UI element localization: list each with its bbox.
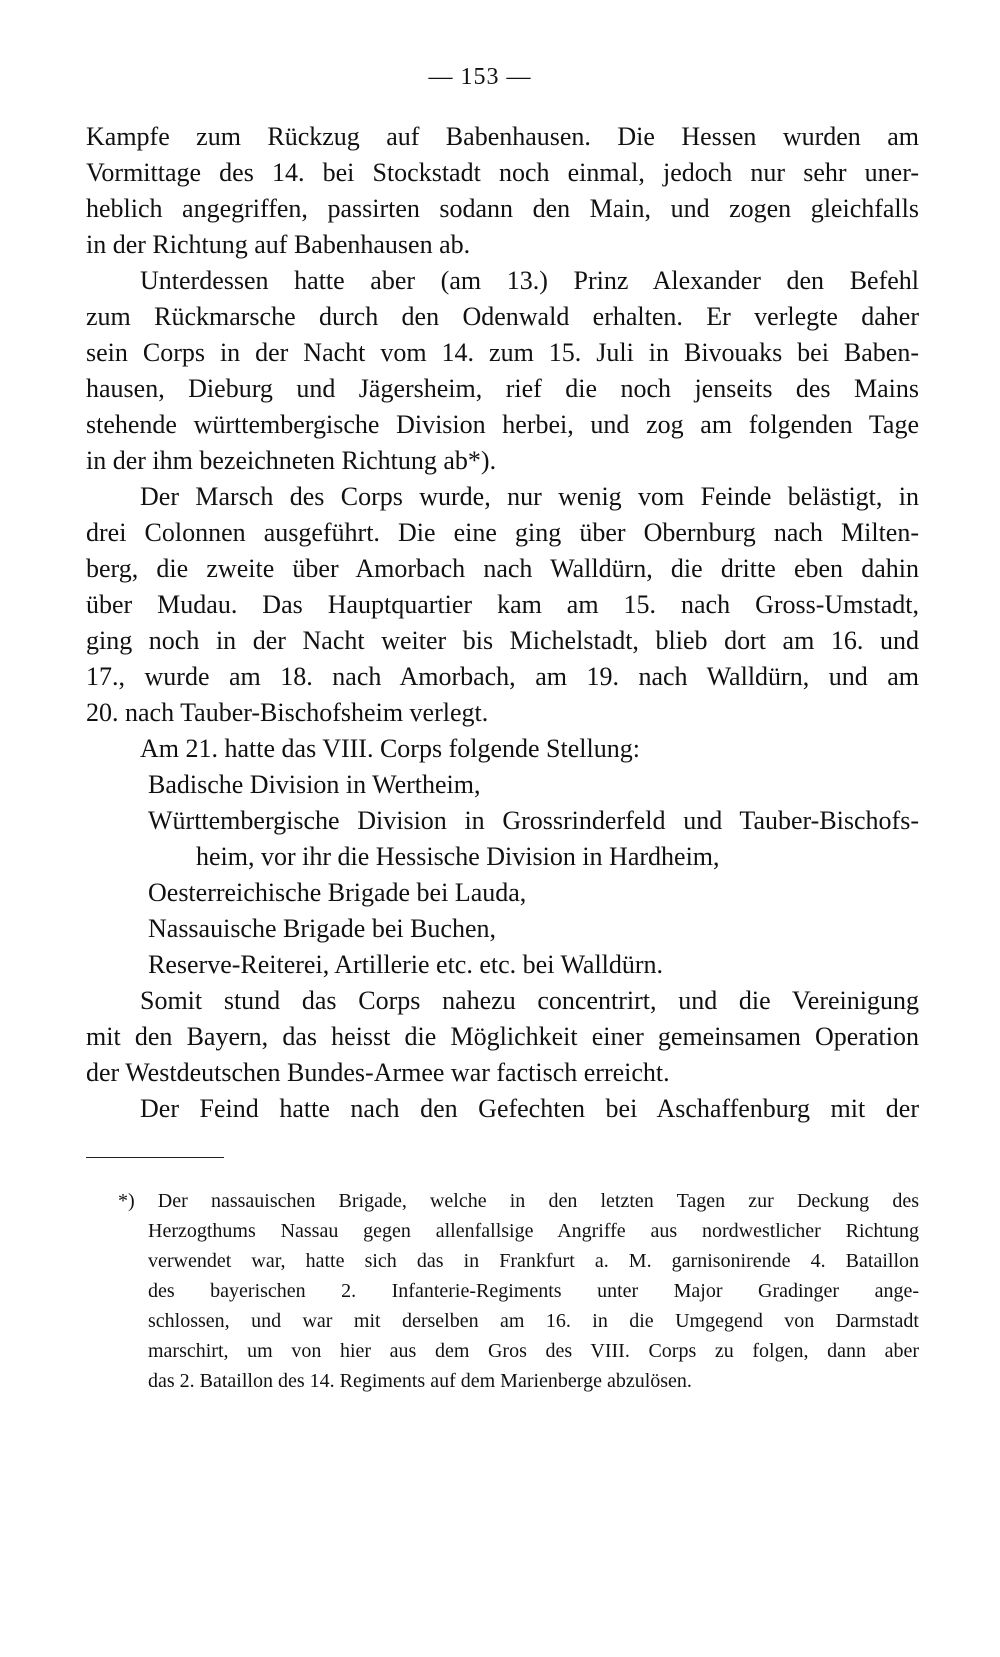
- footnote-line: *) Der nassauischen Brigade, welche in den letzten Tagen zur Deckung des: [118, 1190, 919, 1212]
- list-item: Oesterreichische Brigade bei Lauda,: [148, 878, 527, 907]
- text-line: drei Colonnen ausgeführt. Die eine ging über Obernburg nach Milten-: [86, 518, 919, 547]
- text-line: zum Rückmarsche durch den Odenwald erhalten. Er verlegte daher: [86, 302, 919, 331]
- footnote-line: verwendet war, hatte sich das in Frankfurt a. M. garnisonirende 4. Bataillon: [148, 1250, 919, 1272]
- text-line: Somit stund das Corps nahezu concentrirt, und die Vereinigung: [140, 986, 919, 1015]
- text-line: 20. nach Tauber-Bischofsheim verlegt.: [86, 698, 489, 727]
- text-line: Vormittage des 14. bei Stockstadt noch einmal, jedoch nur sehr uner-: [86, 158, 919, 187]
- text-line: 17., wurde am 18. nach Amorbach, am 19. nach Walldürn, und am: [86, 662, 919, 691]
- footnote-line: des bayerischen 2. Infanterie-Regiments unter Major Gradinger ange-: [148, 1280, 919, 1302]
- text-line: über Mudau. Das Hauptquartier kam am 15. nach Gross-Umstadt,: [86, 590, 919, 619]
- footnote-rule: [86, 1157, 224, 1158]
- text-line: Kampfe zum Rückzug auf Babenhausen. Die Hessen wurden am: [86, 122, 919, 151]
- list-item-continuation: heim, vor ihr die Hessische Division in Hardheim,: [196, 842, 720, 871]
- text-line: Der Feind hatte nach den Gefechten bei Aschaffenburg mit der: [140, 1094, 919, 1123]
- text-line: hausen, Dieburg und Jägersheim, rief die noch jenseits des Mains: [86, 374, 919, 403]
- text-line: in der ihm bezeichneten Richtung ab*).: [86, 446, 497, 475]
- list-item: Württembergische Division in Grossrinderfeld und Tauber-Bischofs-: [148, 806, 919, 835]
- text-line: mit den Bayern, das heisst die Möglichkeit einer gemeinsamen Operation: [86, 1022, 919, 1051]
- text-line: heblich angegriffen, passirten sodann den Main, und zogen gleichfalls: [86, 194, 919, 223]
- list-item: Badische Division in Wertheim,: [148, 770, 481, 799]
- footnote-line: das 2. Bataillon des 14. Regiments auf dem Marienberge abzulösen.: [148, 1370, 692, 1392]
- text-line: Am 21. hatte das VIII. Corps folgende Stellung:: [140, 734, 640, 763]
- text-line: ging noch in der Nacht weiter bis Michelstadt, blieb dort am 16. und: [86, 626, 919, 655]
- page-number: — 153 —: [428, 64, 532, 90]
- list-item: Reserve-Reiterei, Artillerie etc. etc. bei Walldürn.: [148, 950, 664, 979]
- text-line: der Westdeutschen Bundes-Armee war factisch erreicht.: [86, 1058, 670, 1087]
- footnote-line: Herzogthums Nassau gegen allenfallsige Angriffe aus nordwestlicher Richtung: [148, 1220, 919, 1242]
- text-line: in der Richtung auf Babenhausen ab.: [86, 230, 471, 259]
- list-item: Nassauische Brigade bei Buchen,: [148, 914, 497, 943]
- text-line: Der Marsch des Corps wurde, nur wenig vom Feinde belästigt, in: [140, 482, 919, 511]
- footnote-line: marschirt, um von hier aus dem Gros des VIII. Corps zu folgen, dann aber: [148, 1340, 919, 1362]
- text-line: berg, die zweite über Amorbach nach Walldürn, die dritte eben dahin: [86, 554, 919, 583]
- text-line: Unterdessen hatte aber (am 13.) Prinz Alexander den Befehl: [140, 266, 919, 295]
- text-line: stehende württembergische Division herbei, und zog am folgenden Tage: [86, 410, 919, 439]
- text-line: sein Corps in der Nacht vom 14. zum 15. Juli in Bivouaks bei Baben-: [86, 338, 919, 367]
- footnote-line: schlossen, und war mit derselben am 16. in die Umgegend von Darmstadt: [148, 1310, 919, 1332]
